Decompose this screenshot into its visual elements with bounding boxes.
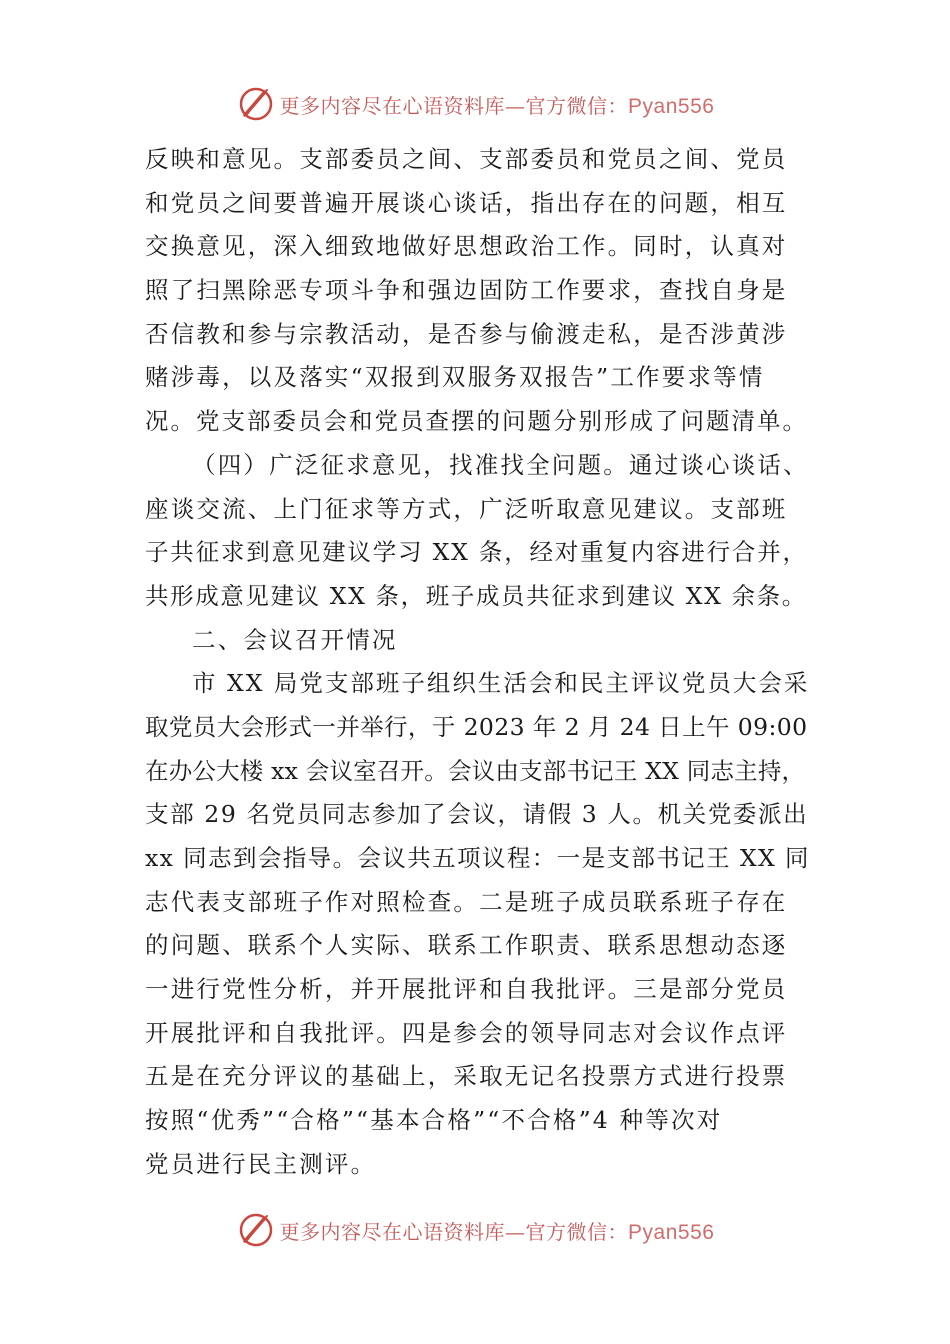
paragraph-1 [145, 138, 810, 444]
pen-circle-logo-icon [236, 84, 276, 124]
section-title: 二、会议召开情况 [192, 625, 398, 654]
text-line: 取党员大会形式一并举行，于 2023 年 2 月 24 日上午 09:00 [145, 712, 808, 741]
footer-watermark-banner [0, 1208, 950, 1252]
paragraph-2 [145, 444, 810, 619]
text-line: 支部 29 名党员同志参加了会议，请假 3 人。机关党委派出 [145, 800, 809, 829]
pen-circle-logo-icon [236, 1210, 276, 1250]
text-line: 五是在充分评议的基础上，采取无记名投票方式进行投票 [145, 1062, 788, 1091]
footer-banner-text-cn: 更多内容尽在心语资料库—官方微信： [279, 1219, 629, 1244]
text-line: xx 同志到会指导。会议共五项议程：一是支部书记王 XX 同 [145, 844, 810, 872]
text-line: 按照“优秀”“合格”“基本合格”“不合格”4 种等次对 [145, 1106, 723, 1135]
text-line: 照了扫黑除恶专项斗争和强边固防工作要求，查找自身是 [145, 276, 788, 305]
text-line: 一进行党性分析，并开展批评和自我批评。三是部分党员 [145, 975, 788, 1004]
text-line: 况。党支部委员会和党员查摆的问题分别形成了问题清单。 [145, 407, 808, 436]
text-line: 市 XX 局党支部班子组织生活会和民主评议党员大会采 [192, 669, 810, 698]
header-watermark-banner [0, 82, 950, 126]
text-line: 交换意见，深入细致地做好思想政治工作。同时，认真对 [145, 232, 788, 261]
text-line: 党员进行民主测评。 [145, 1149, 377, 1178]
text-line: 共形成意见建议 XX 条，班子成员共征求到建议 XX 余条。 [145, 581, 807, 610]
header-banner-wechat-id: Pyan556 [628, 94, 715, 118]
text-line: 志代表支部班子作对照检查。二是班子成员联系班子存在 [145, 887, 788, 916]
text-line: 的问题、联系个人实际、联系工作职责、联系思想动态逐 [145, 931, 788, 960]
text-line: 座谈交流、上门征求等方式，广泛听取意见建议。支部班 [145, 494, 788, 523]
text-line: 赌涉毒，以及落实“双报到双服务双报告”工作要求等情 [145, 363, 765, 392]
footer-banner-text [280, 1216, 715, 1245]
text-line: 和党员之间要普遍开展谈心谈话，指出存在的问题，相互 [145, 188, 788, 217]
text-line: 反映和意见。支部委员之间、支部委员和党员之间、党员 [145, 145, 788, 173]
header-banner-text-cn: 更多内容尽在心语资料库—官方微信： [279, 93, 629, 118]
text-line: 子共征求到意见建议学习 XX 条，经对重复内容进行合并， [145, 538, 808, 567]
document-body [145, 138, 810, 1187]
text-line: 开展批评和自我批评。四是参会的领导同志对会议作点评 [145, 1018, 788, 1047]
header-banner-text [280, 90, 715, 119]
section-heading [145, 619, 810, 663]
text-line: 在办公大楼 xx 会议室召开。会议由支部书记王 XX 同志主持， [145, 756, 806, 785]
paragraph-3 [145, 662, 810, 1186]
text-line: 否信教和参与宗教活动，是否参与偷渡走私，是否涉黄涉 [145, 319, 788, 348]
text-line: （四）广泛征求意见，找准找全问题。通过谈心谈话、 [192, 450, 809, 479]
footer-banner-wechat-id: Pyan556 [628, 1220, 715, 1244]
